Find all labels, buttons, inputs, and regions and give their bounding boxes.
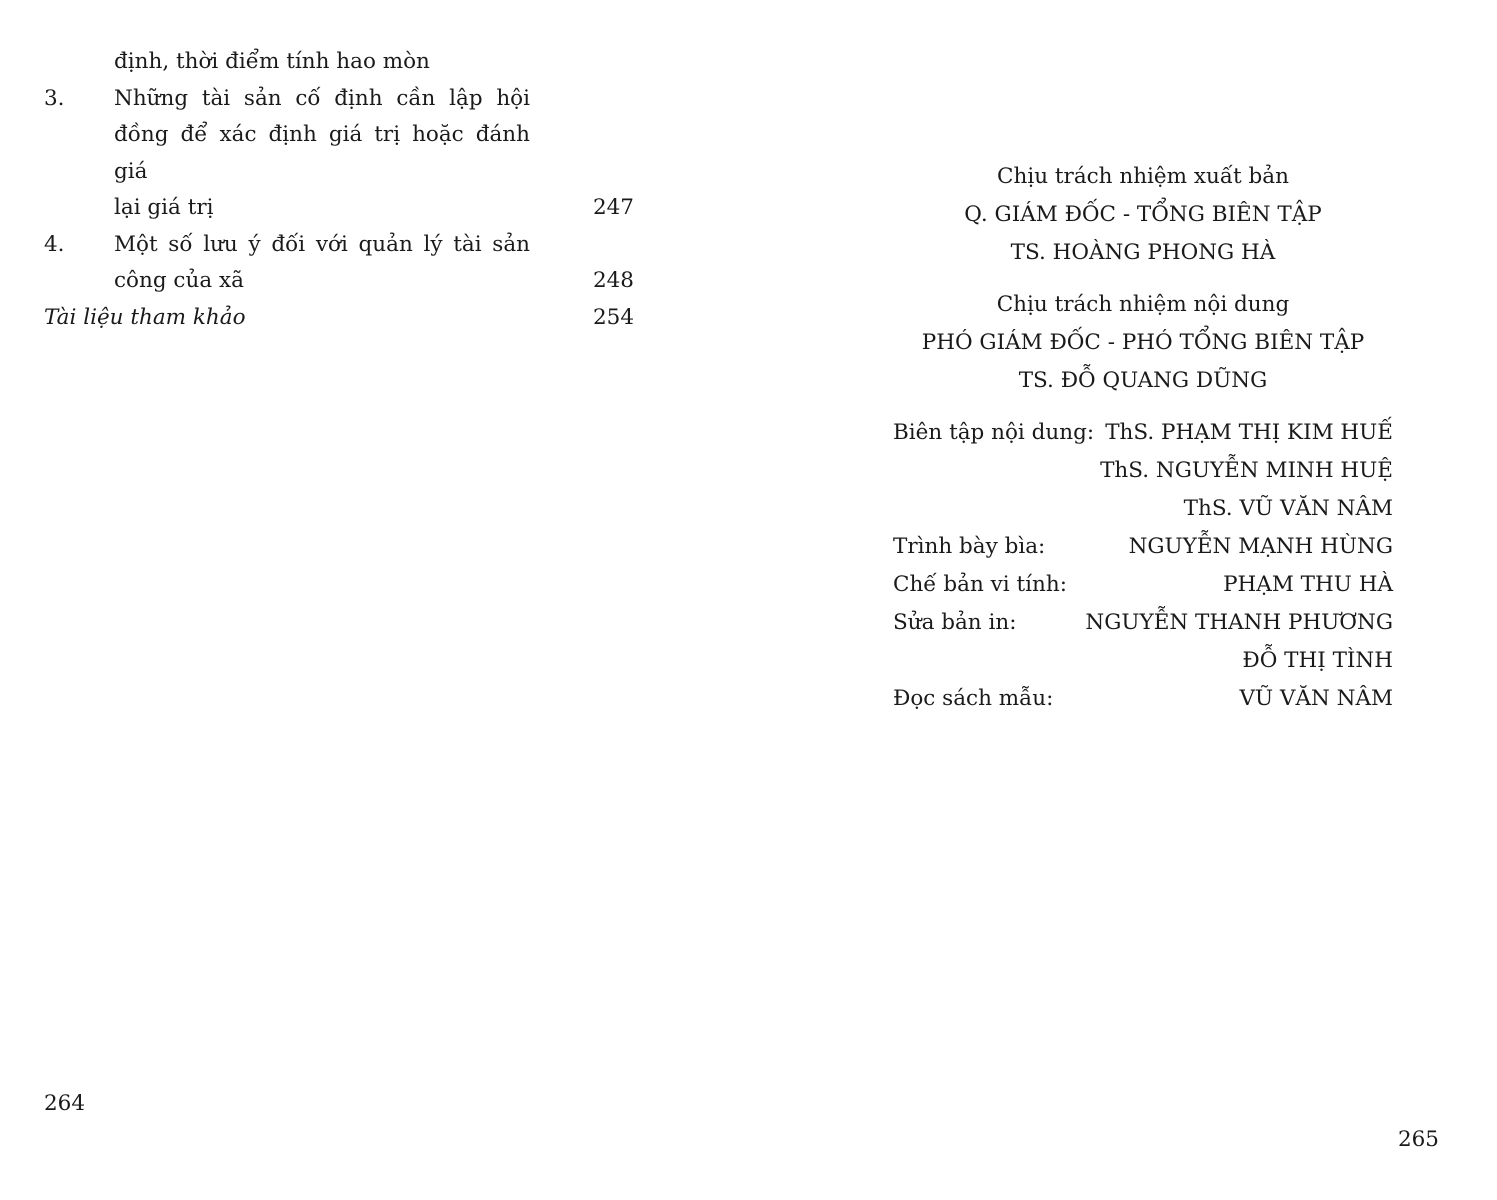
spacer bbox=[893, 272, 1393, 286]
content-responsibility-position: PHÓ GIÁM ĐỐC - PHÓ TỔNG BIÊN TẬP bbox=[921, 330, 1365, 355]
staff-row-sample-reading bbox=[893, 680, 1393, 718]
staff-names bbox=[1067, 566, 1393, 604]
table-of-contents bbox=[44, 44, 634, 336]
toc-entry-number: 3. bbox=[44, 85, 65, 111]
right-page bbox=[749, 0, 1497, 1200]
references-page: 254 bbox=[592, 304, 635, 330]
staff-name: ĐỖ THỊ TÌNH bbox=[1242, 648, 1393, 673]
publishing-responsibility-heading: Chịu trách nhiệm xuất bản bbox=[997, 164, 1289, 189]
toc-entry-page: 247 bbox=[592, 195, 634, 220]
staff-role: Chế bản vi tính: bbox=[893, 572, 1067, 597]
staff-name: PHẠM THU HÀ bbox=[1223, 572, 1393, 597]
staff-name: ThS. NGUYỄN MINH HUỆ bbox=[1100, 458, 1393, 483]
staff-role: Sửa bản in: bbox=[893, 610, 1017, 635]
page-number-left: 264 bbox=[44, 1091, 86, 1116]
toc-entry-line: công của xã bbox=[114, 268, 244, 293]
staff-row-cover-design bbox=[893, 528, 1393, 566]
staff-names bbox=[1045, 528, 1393, 566]
publishing-credits bbox=[893, 158, 1393, 718]
staff-role: Trình bày bìa: bbox=[893, 534, 1046, 559]
toc-entry-references bbox=[44, 300, 634, 337]
content-responsibility-name: TS. ĐỖ QUANG DŨNG bbox=[1018, 368, 1268, 393]
staff-name: NGUYỄN MẠNH HÙNG bbox=[1128, 534, 1393, 559]
toc-entry-text bbox=[114, 227, 530, 300]
page-number-right: 265 bbox=[1397, 1127, 1439, 1152]
toc-entry-number: 4. bbox=[44, 231, 65, 257]
publishing-responsibility bbox=[893, 158, 1393, 272]
publishing-responsibility-name: TS. HOÀNG PHONG HÀ bbox=[1010, 240, 1276, 265]
staff-row-proofreading bbox=[893, 604, 1393, 680]
staff-name: ThS. VŨ VĂN NÂM bbox=[1183, 496, 1393, 521]
staff-names bbox=[1016, 604, 1393, 680]
toc-entry-text bbox=[114, 81, 530, 227]
toc-entry-4 bbox=[44, 227, 634, 300]
toc-entry-line: định, thời điểm tính hao mòn bbox=[114, 49, 430, 74]
staff-name: VŨ VĂN NÂM bbox=[1239, 686, 1393, 711]
staff-name: NGUYỄN THANH PHƯƠNG bbox=[1085, 610, 1393, 635]
staff-role: Đọc sách mẫu: bbox=[893, 686, 1054, 711]
toc-entry-page: 248 bbox=[592, 268, 634, 293]
staff-name: ThS. PHẠM THỊ KIM HUẾ bbox=[1105, 420, 1393, 445]
staff-row-typesetting bbox=[893, 566, 1393, 604]
toc-entry-line: Những tài sản cố định cần lập hội bbox=[114, 85, 530, 111]
content-responsibility-heading: Chịu trách nhiệm nội dung bbox=[996, 292, 1290, 317]
content-responsibility bbox=[893, 286, 1393, 400]
staff-names bbox=[1094, 414, 1393, 528]
staff-row-content-editors bbox=[893, 414, 1393, 528]
toc-entry-line: đồng để xác định giá trị hoặc đánh giá bbox=[114, 122, 530, 184]
references-label: Tài liệu tham khảo bbox=[44, 304, 246, 330]
staff-names bbox=[1053, 680, 1393, 718]
toc-entry-continuation bbox=[44, 44, 634, 81]
toc-entry-line: lại giá trị bbox=[114, 195, 214, 220]
staff-role: Biên tập nội dung: bbox=[893, 420, 1095, 445]
publishing-responsibility-position: Q. GIÁM ĐỐC - TỔNG BIÊN TẬP bbox=[964, 202, 1322, 227]
staff-list bbox=[893, 414, 1393, 718]
toc-entry-line: Một số lưu ý đối với quản lý tài sản bbox=[114, 231, 530, 257]
left-page bbox=[0, 0, 748, 1200]
toc-entry-text bbox=[114, 44, 530, 81]
toc-entry-3 bbox=[44, 81, 634, 227]
